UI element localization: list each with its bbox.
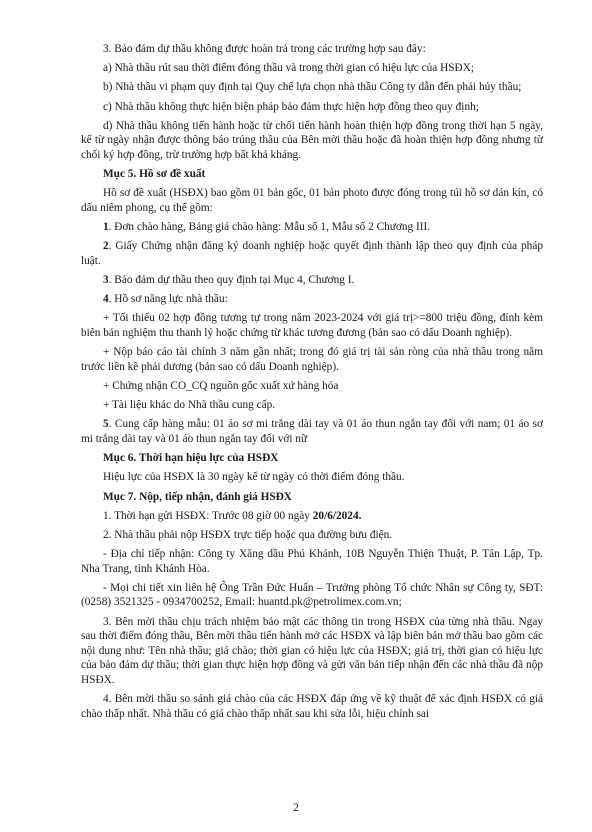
muc5-item-5 [81,417,543,446]
muc5-item-4-number: 4 [103,293,109,306]
muc5-item-1-number: 1 [103,221,109,234]
muc5-item-4-text: . Hồ sơ năng lực nhà thầu: [108,293,228,306]
s3-item-b: b) Nhà thầu vi phạm quy định tại Quy chế lựa chọn nhà thầu Công ty dẫn đến phải hủy thầu; [103,81,522,94]
muc5-item-3-number: 3 [103,274,109,287]
s3-item-c: c) Nhà thầu không thực hiện biện pháp bảo đảm thực hiện hợp đồng theo quy định; [103,100,479,113]
muc5-bullet-co-cq: + Chứng nhận CO_CQ nguồn gốc xuất xứ hàng hóa [103,380,339,392]
muc5-item-2-text: . Giấy Chứng nhận đăng ký doanh nghiệp hoặc quyết định thành lập theo quy định của pháp luật. [81,240,543,267]
muc5-item-1 [81,220,543,235]
muc5-item-2-number: 2 [103,240,109,253]
muc5-item-3 [81,273,543,288]
muc5-item-5-text: . Cung cấp hàng mẫu: 01 áo sơ mi trắng dài tay và 01 áo thun ngắn tay đối với nam; 01 áo sơ mi trắng dài tay và 01 áo thun ngắn tay đối với nữ [81,418,543,445]
muc6-heading: Mục 6. Thời hạn hiệu lực của HSĐX [103,452,279,465]
muc5-bullet-other-docs: + Tài liệu khác do Nhà thầu cung cấp. [103,399,276,412]
muc7-deadline-date: 20/6/2024. [312,509,362,522]
s3-intro: 3. Bảo đảm dự thầu không được hoàn trả trong các trường hợp sau đây: [103,43,426,55]
muc7-deadline-text: 1. Thời hạn gửi HSĐX: Trước 08 giờ 00 ngày [103,509,313,522]
muc7-heading: Mục 7. Nộp, tiếp nhận, đánh giá HSĐX [103,490,292,503]
muc5-item-2 [81,239,543,268]
muc7-confidentiality: 3. Bên mời thầu chịu trách nhiệm bảo mật các thông tin trong HSĐX của từng nhà thầu. Ngay sau thời điểm đóng thầu, Bên mời thầu tiến hành mở các HSĐX và lập biên bản mở thầu bao gồm các nội dung như: Tên nhà thầu; giá chào; thời gian có hiệu lực của HSĐX; giá trị, thời gian có hiệu lực của bảo đảm dự thầu; thời gian thực hiện hợp đồng và gửi văn bản tiếp nhận đến các nhà thầu đã nộp HSĐX. [81,615,543,687]
muc7-submission: 2. Nhà thầu phải nộp HSĐX trực tiếp hoặc qua đường bưu điện. [103,528,393,541]
muc5-item-5-number: 5 [103,418,109,431]
muc5-bullet-financial: + Nộp báo cáo tài chính 3 năm gần nhất; trong đó giá trị tài sản ròng của nhà thầu trong năm trước liền kề phải dương (bản sao có dấu Doanh nghiệp). [81,346,543,373]
s3-item-d: d) Nhà thầu không tiến hành hoặc từ chối tiến hành hoàn thiện hợp đồng trong thời hạn 5 ngày, kể từ ngày nhận được thông báo trúng thầu của Bên mời thầu hoặc đã hoàn thiện hợp đồng nhưng từ chối ký hợp đồng, trừ trường hợp bất khả kháng. [81,119,543,161]
muc7-deadline [81,509,543,524]
muc6-text: Hiệu lực của HSĐX là 30 ngày kể từ ngày có thời điểm đóng thầu. [103,471,405,484]
muc5-item-3-text: . Bảo đảm dự thầu theo quy định tại Mục 4, Chương I. [108,274,355,287]
muc5-item-1-text: . Đơn chào hàng, Bảng giá chào hàng: Mẫu số 1, Mẫu số 2 Chương III. [108,221,431,234]
muc5-bullet-contracts: + Tối thiểu 02 hợp đồng tương tự trong năm 2023-2024 với giá trị>=800 triệu đồng, đính kèm biên bản nghiệm thu thanh lý hoặc chứng từ khác tương đương (bản sao có dấu Doanh nghiệp). [81,312,543,340]
muc7-comparison: 4. Bên mời thầu so sánh giá chào của các HSĐX đáp ứng về kỹ thuật để xác định HSĐX có giá chào thấp nhất. Nhà thầu có giá chào thấp nhất sau khi sửa lỗi, hiệu chỉnh sai [81,693,543,720]
muc5-item-4 [81,292,543,307]
s3-item-a: a) Nhà thầu rút sau thời điểm đóng thầu và trong thời gian có hiệu lực của HSĐX; [103,62,475,75]
muc5-heading: Mục 5. Hồ sơ đề xuất [103,168,206,181]
muc7-contact: - Mọi chi tiết xin liên hệ Ông Trần Đức Huấn – Trưởng phòng Tổ chức Nhân sự Công ty, SĐT: (0258) 3521325 - 0934700252, Email: huantd.pk@petrolimex.com.vn; [81,581,543,609]
muc5-intro: Hồ sơ đề xuất (HSĐX) bao gồm 01 bản gốc, 01 bản photo được đóng trong túi hồ sơ dán kín, có dấu niêm phong, cụ thể gồm: [81,187,543,214]
muc7-address: - Địa chỉ tiếp nhận: Công ty Xăng dầu Phú Khánh, 10B Nguyễn Thiện Thuật, P. Tân Lập, Tp. Nha Trang, tỉnh Khánh Hòa. [81,548,543,575]
page-number: 2 [293,802,299,814]
